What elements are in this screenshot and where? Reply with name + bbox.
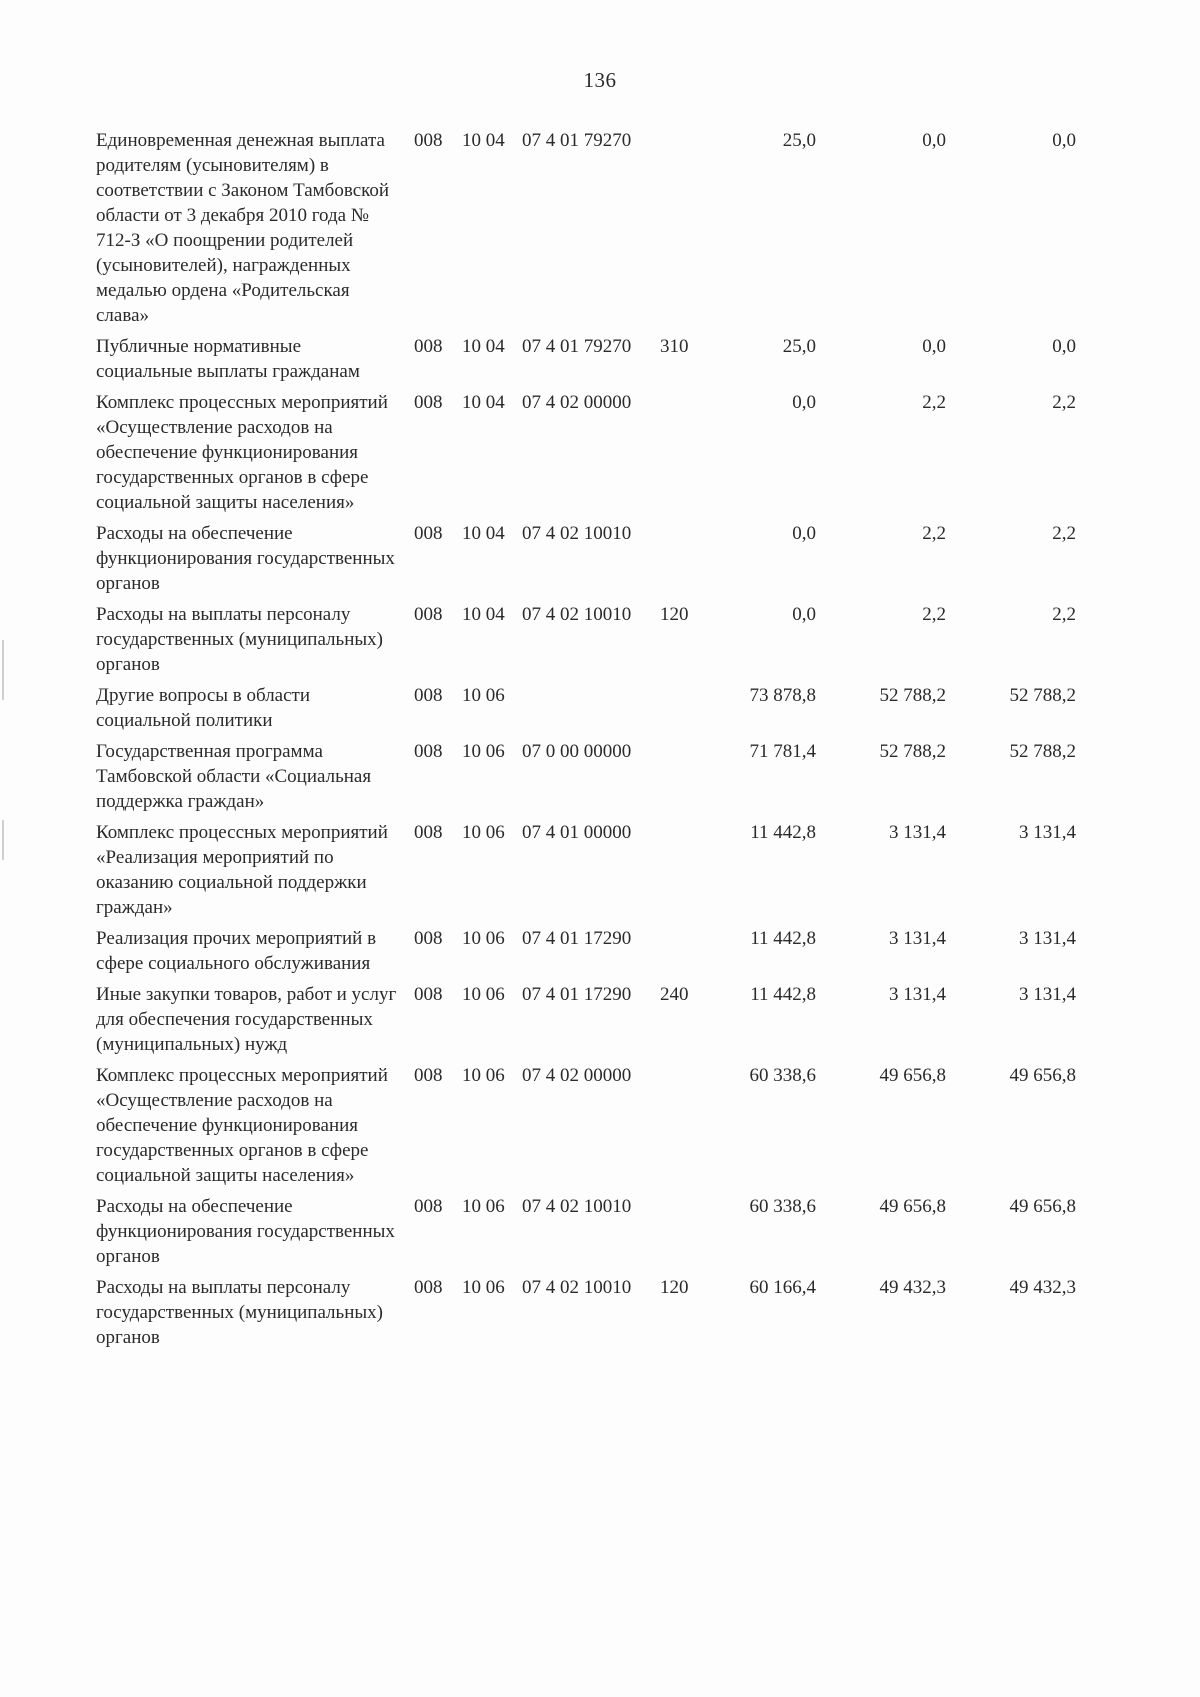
amount-year-3: 52 788,2	[1009, 741, 1076, 762]
amount-year-1: 0,0	[792, 392, 816, 413]
target-article-code: 07 4 02 00000	[522, 392, 632, 413]
scan-edge-mark	[2, 640, 4, 700]
budget-table	[96, 128, 1176, 1356]
table-row	[96, 334, 1176, 384]
ministry-code: 008	[414, 523, 443, 544]
table-row	[96, 982, 1176, 1057]
amount-year-2: 52 788,2	[879, 741, 946, 762]
table-row	[96, 1194, 1176, 1269]
amount-year-3: 3 131,4	[1019, 984, 1076, 1005]
amount-year-1: 71 781,4	[749, 741, 816, 762]
target-article-code: 07 4 02 10010	[522, 604, 632, 625]
ministry-code: 008	[414, 685, 443, 706]
amount-year-1: 25,0	[782, 336, 816, 357]
table-row	[96, 683, 1176, 733]
section-code: 10 06	[462, 1196, 505, 1217]
amount-year-3: 0,0	[1052, 130, 1076, 151]
table-row	[96, 390, 1176, 515]
scan-edge-mark	[2, 820, 4, 860]
expense-name: Единовременная денежная выплата родителям (усыновителям) в соответствии с Законом Тамбовской области от 3 декабря 2010 года № 712-З «О поощрении родителей (усыновителей), награжденных медалью ордена «Родительская слава»	[96, 130, 390, 326]
target-article-code: 07 4 02 10010	[522, 1277, 632, 1298]
ministry-code: 008	[414, 130, 443, 151]
expense-name: Публичные нормативные социальные выплаты гражданам	[96, 336, 360, 382]
target-article-code	[516, 683, 654, 733]
amount-year-1: 11 442,8	[750, 984, 816, 1005]
expense-type-code: 120	[660, 1277, 689, 1298]
table-row	[96, 1275, 1176, 1350]
amount-year-2: 49 656,8	[879, 1196, 946, 1217]
expense-name: Расходы на выплаты персоналу государственных (муниципальных) органов	[96, 1277, 383, 1348]
expense-type-code: 240	[660, 984, 689, 1005]
expense-name: Комплекс процессных мероприятий «Реализация мероприятий по оказанию социальной поддержки граждан»	[96, 822, 388, 918]
expense-name: Комплекс процессных мероприятий «Осуществление расходов на обеспечение функционирования государственных органов в сфере социальной защиты населения»	[96, 392, 388, 513]
amount-year-1: 25,0	[782, 130, 816, 151]
amount-year-3: 2,2	[1052, 523, 1076, 544]
expense-type-code	[654, 926, 714, 976]
target-article-code: 07 4 01 17290	[522, 928, 632, 949]
amount-year-3: 49 656,8	[1009, 1065, 1076, 1086]
amount-year-3: 2,2	[1052, 604, 1076, 625]
section-code: 10 06	[462, 685, 505, 706]
expense-name: Государственная программа Тамбовской области «Социальная поддержка граждан»	[96, 741, 372, 812]
table-row	[96, 128, 1176, 328]
section-code: 10 06	[462, 822, 505, 843]
expense-name: Расходы на выплаты персоналу государственных (муниципальных) органов	[96, 604, 383, 675]
amount-year-1: 60 338,6	[749, 1196, 816, 1217]
expense-name: Комплекс процессных мероприятий «Осуществление расходов на обеспечение функционирования государственных органов в сфере социальной защиты населения»	[96, 1065, 388, 1186]
amount-year-3: 52 788,2	[1009, 685, 1076, 706]
expense-type-code	[654, 739, 714, 814]
amount-year-3: 0,0	[1052, 336, 1076, 357]
amount-year-1: 11 442,8	[750, 928, 816, 949]
table-row	[96, 926, 1176, 976]
amount-year-1: 0,0	[792, 523, 816, 544]
section-code: 10 06	[462, 1277, 505, 1298]
target-article-code: 07 4 01 17290	[522, 984, 632, 1005]
table-row	[96, 820, 1176, 920]
amount-year-2: 0,0	[922, 336, 946, 357]
expense-type-code	[654, 820, 714, 920]
ministry-code: 008	[414, 1196, 443, 1217]
amount-year-3: 2,2	[1052, 392, 1076, 413]
amount-year-2: 49 656,8	[879, 1065, 946, 1086]
amount-year-2: 2,2	[922, 604, 946, 625]
target-article-code: 07 4 01 79270	[522, 336, 632, 357]
section-code: 10 06	[462, 741, 505, 762]
expense-type-code	[654, 521, 714, 596]
amount-year-1: 11 442,8	[750, 822, 816, 843]
ministry-code: 008	[414, 741, 443, 762]
amount-year-2: 3 131,4	[889, 928, 946, 949]
amount-year-2: 0,0	[922, 130, 946, 151]
ministry-code: 008	[414, 822, 443, 843]
expense-name: Другие вопросы в области социальной политики	[96, 685, 311, 731]
amount-year-2: 49 432,3	[879, 1277, 946, 1298]
ministry-code: 008	[414, 1065, 443, 1086]
target-article-code: 07 4 02 00000	[522, 1065, 632, 1086]
section-code: 10 06	[462, 1065, 505, 1086]
expense-name: Иные закупки товаров, работ и услуг для обеспечения государственных (муниципальных) нужд	[96, 984, 397, 1055]
target-article-code: 07 4 01 79270	[522, 130, 632, 151]
amount-year-2: 2,2	[922, 392, 946, 413]
amount-year-1: 60 338,6	[749, 1065, 816, 1086]
amount-year-1: 60 166,4	[749, 1277, 816, 1298]
expense-name: Реализация прочих мероприятий в сфере социального обслуживания	[96, 928, 377, 974]
page-number: 136	[583, 68, 617, 92]
expense-type-code: 120	[660, 604, 689, 625]
target-article-code: 07 0 00 00000	[522, 741, 632, 762]
amount-year-3: 3 131,4	[1019, 928, 1076, 949]
section-code: 10 04	[462, 523, 505, 544]
amount-year-1: 0,0	[792, 604, 816, 625]
ministry-code: 008	[414, 928, 443, 949]
ministry-code: 008	[414, 604, 443, 625]
table-row	[96, 602, 1176, 677]
expense-name: Расходы на обеспечение функционирования государственных органов	[96, 1196, 395, 1267]
amount-year-3: 49 656,8	[1009, 1196, 1076, 1217]
target-article-code: 07 4 02 10010	[522, 1196, 632, 1217]
expense-type-code	[654, 390, 714, 515]
amount-year-3: 49 432,3	[1009, 1277, 1076, 1298]
section-code: 10 04	[462, 604, 505, 625]
target-article-code: 07 4 02 10010	[522, 523, 632, 544]
ministry-code: 008	[414, 392, 443, 413]
amount-year-2: 3 131,4	[889, 822, 946, 843]
section-code: 10 04	[462, 336, 505, 357]
amount-year-3: 3 131,4	[1019, 822, 1076, 843]
amount-year-2: 52 788,2	[879, 685, 946, 706]
expense-type-code: 310	[660, 336, 689, 357]
expense-type-code	[654, 1063, 714, 1188]
ministry-code: 008	[414, 984, 443, 1005]
section-code: 10 06	[462, 928, 505, 949]
amount-year-1: 73 878,8	[749, 685, 816, 706]
ministry-code: 008	[414, 1277, 443, 1298]
ministry-code: 008	[414, 336, 443, 357]
amount-year-2: 2,2	[922, 523, 946, 544]
expense-type-code	[654, 1194, 714, 1269]
section-code: 10 04	[462, 130, 505, 151]
expense-type-code	[654, 128, 714, 328]
amount-year-2: 3 131,4	[889, 984, 946, 1005]
table-row	[96, 521, 1176, 596]
table-row	[96, 1063, 1176, 1188]
expense-type-code	[654, 683, 714, 733]
section-code: 10 06	[462, 984, 505, 1005]
target-article-code: 07 4 01 00000	[522, 822, 632, 843]
section-code: 10 04	[462, 392, 505, 413]
table-row	[96, 739, 1176, 814]
expense-name: Расходы на обеспечение функционирования государственных органов	[96, 523, 395, 594]
